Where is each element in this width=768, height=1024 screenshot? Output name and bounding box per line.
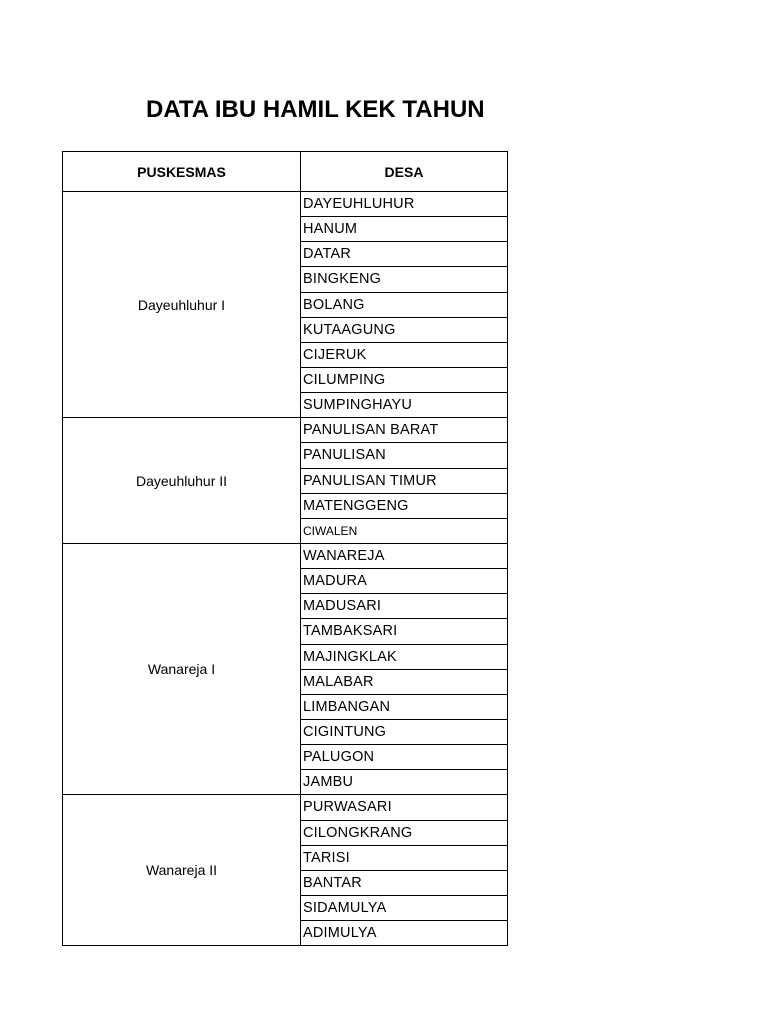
puskesmas-cell: Dayeuhluhur II <box>63 418 301 544</box>
desa-cell: DATAR <box>301 242 508 267</box>
table-row <box>63 418 508 443</box>
desa-cell: TARISI <box>301 845 508 870</box>
desa-cell: MAJINGKLAK <box>301 644 508 669</box>
desa-cell: LIMBANGAN <box>301 694 508 719</box>
desa-cell: BINGKENG <box>301 267 508 292</box>
desa-cell: PALUGON <box>301 745 508 770</box>
desa-cell: BOLANG <box>301 292 508 317</box>
desa-cell: MADURA <box>301 569 508 594</box>
puskesmas-cell: Dayeuhluhur I <box>63 192 301 418</box>
desa-cell: PANULISAN TIMUR <box>301 468 508 493</box>
puskesmas-cell: Wanareja I <box>63 543 301 794</box>
desa-cell: CILUMPING <box>301 367 508 392</box>
desa-cell: BANTAR <box>301 870 508 895</box>
puskesmas-cell: Wanareja II <box>63 795 301 946</box>
desa-cell: JAMBU <box>301 770 508 795</box>
desa-cell: DAYEUHLUHUR <box>301 192 508 217</box>
desa-cell: CIGINTUNG <box>301 719 508 744</box>
desa-cell: MADUSARI <box>301 594 508 619</box>
table-row <box>63 192 508 217</box>
desa-cell: KUTAAGUNG <box>301 317 508 342</box>
column-header-desa: DESA <box>301 152 508 192</box>
desa-cell: CILONGKRANG <box>301 820 508 845</box>
desa-cell: TAMBAKSARI <box>301 619 508 644</box>
header-row <box>63 152 508 192</box>
desa-cell: ADIMULYA <box>301 921 508 946</box>
desa-cell: MALABAR <box>301 669 508 694</box>
column-header-puskesmas: PUSKESMAS <box>63 152 301 192</box>
desa-cell: PANULISAN BARAT <box>301 418 508 443</box>
table-body <box>63 192 508 946</box>
table-row <box>63 795 508 820</box>
desa-cell: SUMPINGHAYU <box>301 393 508 418</box>
desa-cell: CIWALEN <box>301 518 508 543</box>
page-title: DATA IBU HAMIL KEK TAHUN <box>146 96 485 123</box>
desa-cell: MATENGGENG <box>301 493 508 518</box>
data-table <box>62 151 508 946</box>
desa-cell: CIJERUK <box>301 342 508 367</box>
table-row <box>63 543 508 568</box>
desa-cell: PANULISAN <box>301 443 508 468</box>
desa-cell: WANAREJA <box>301 543 508 568</box>
desa-cell: SIDAMULYA <box>301 895 508 920</box>
table-header <box>63 152 508 192</box>
desa-cell: HANUM <box>301 217 508 242</box>
desa-cell: PURWASARI <box>301 795 508 820</box>
